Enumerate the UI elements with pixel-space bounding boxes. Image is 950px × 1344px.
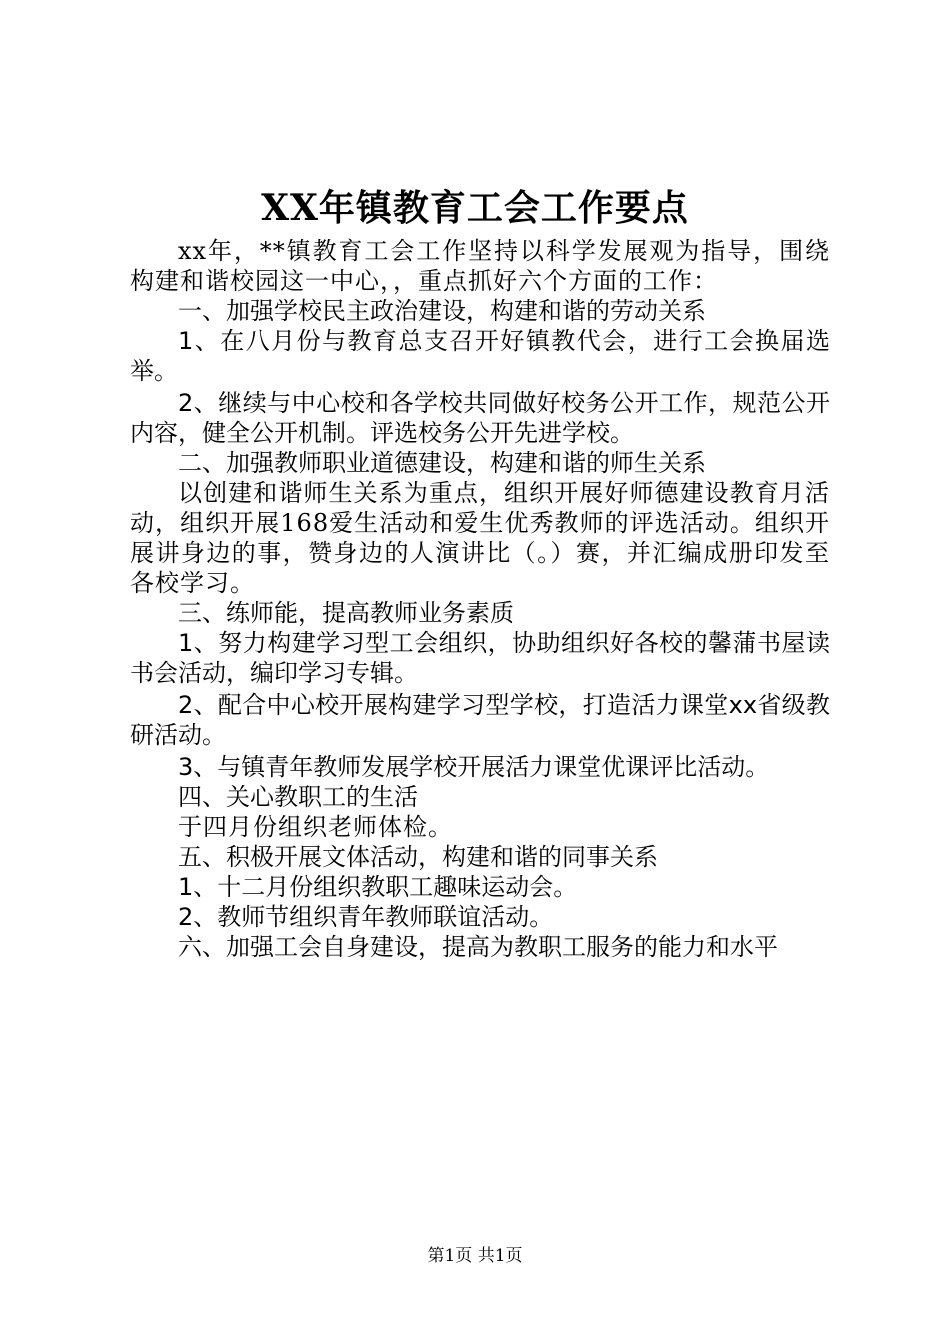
section-4-body: 于四月份组织老师体检。 — [178, 813, 453, 841]
page-footer: 第1页 共1页 — [427, 1246, 523, 1266]
intro-paragraph: xx年，**镇教育工会工作坚持以科学发展观为指导，围绕构建和谐校园这一中心，，重点抓好六个方面的工作： — [130, 237, 830, 295]
section-heading-5: 五、积极开展文体活动，构建和谐的同事关系 — [178, 843, 658, 871]
section-3-item-2: 2、配合中心校开展构建学习型学校，打造活力课堂xx省级教研活动。 — [130, 691, 830, 749]
section-heading-2: 二、加强教师职业道德建设，构建和谐的师生关系 — [178, 449, 706, 477]
section-1-item-1: 1、在八月份与教育总支召开好镇教代会，进行工会换届选举。 — [130, 327, 830, 385]
section-3-item-1: 1、努力构建学习型工会组织，协助组织好各校的馨蒲书屋读书会活动，编印学习专辑。 — [130, 629, 830, 687]
section-heading-6: 六、加强工会自身建设，提高为教职工服务的能力和水平 — [178, 933, 778, 961]
document-title: XX年镇教育工会工作要点 — [261, 187, 689, 229]
section-1-item-2: 2、继续与中心校和各学校共同做好校务公开工作，规范公开内容，健全公开机制。评选校务公开先进学校。 — [130, 389, 830, 447]
section-heading-1: 一、加强学校民主政治建设，构建和谐的劳动关系 — [178, 297, 706, 325]
section-3-item-3: 3、与镇青年教师发展学校开展活力课堂优课评比活动。 — [178, 753, 770, 781]
section-5-item-1: 1、十二月份组织教职工趣味运动会。 — [178, 873, 578, 901]
section-5-item-2: 2、教师节组织青年教师联谊活动。 — [178, 903, 554, 931]
section-heading-4: 四、关心教职工的生活 — [178, 783, 418, 811]
section-2-body: 以创建和谐师生关系为重点，组织开展好师德建设教育月活动，组织开展168爱生活动和爱生优秀教师的评选活动。组织开展讲身边的事，赞身边的人演讲比（。）赛，并汇编成册印发至各校学习。 — [130, 479, 830, 597]
document-body — [130, 236, 830, 962]
section-heading-3: 三、练师能，提高教师业务素质 — [178, 599, 514, 627]
